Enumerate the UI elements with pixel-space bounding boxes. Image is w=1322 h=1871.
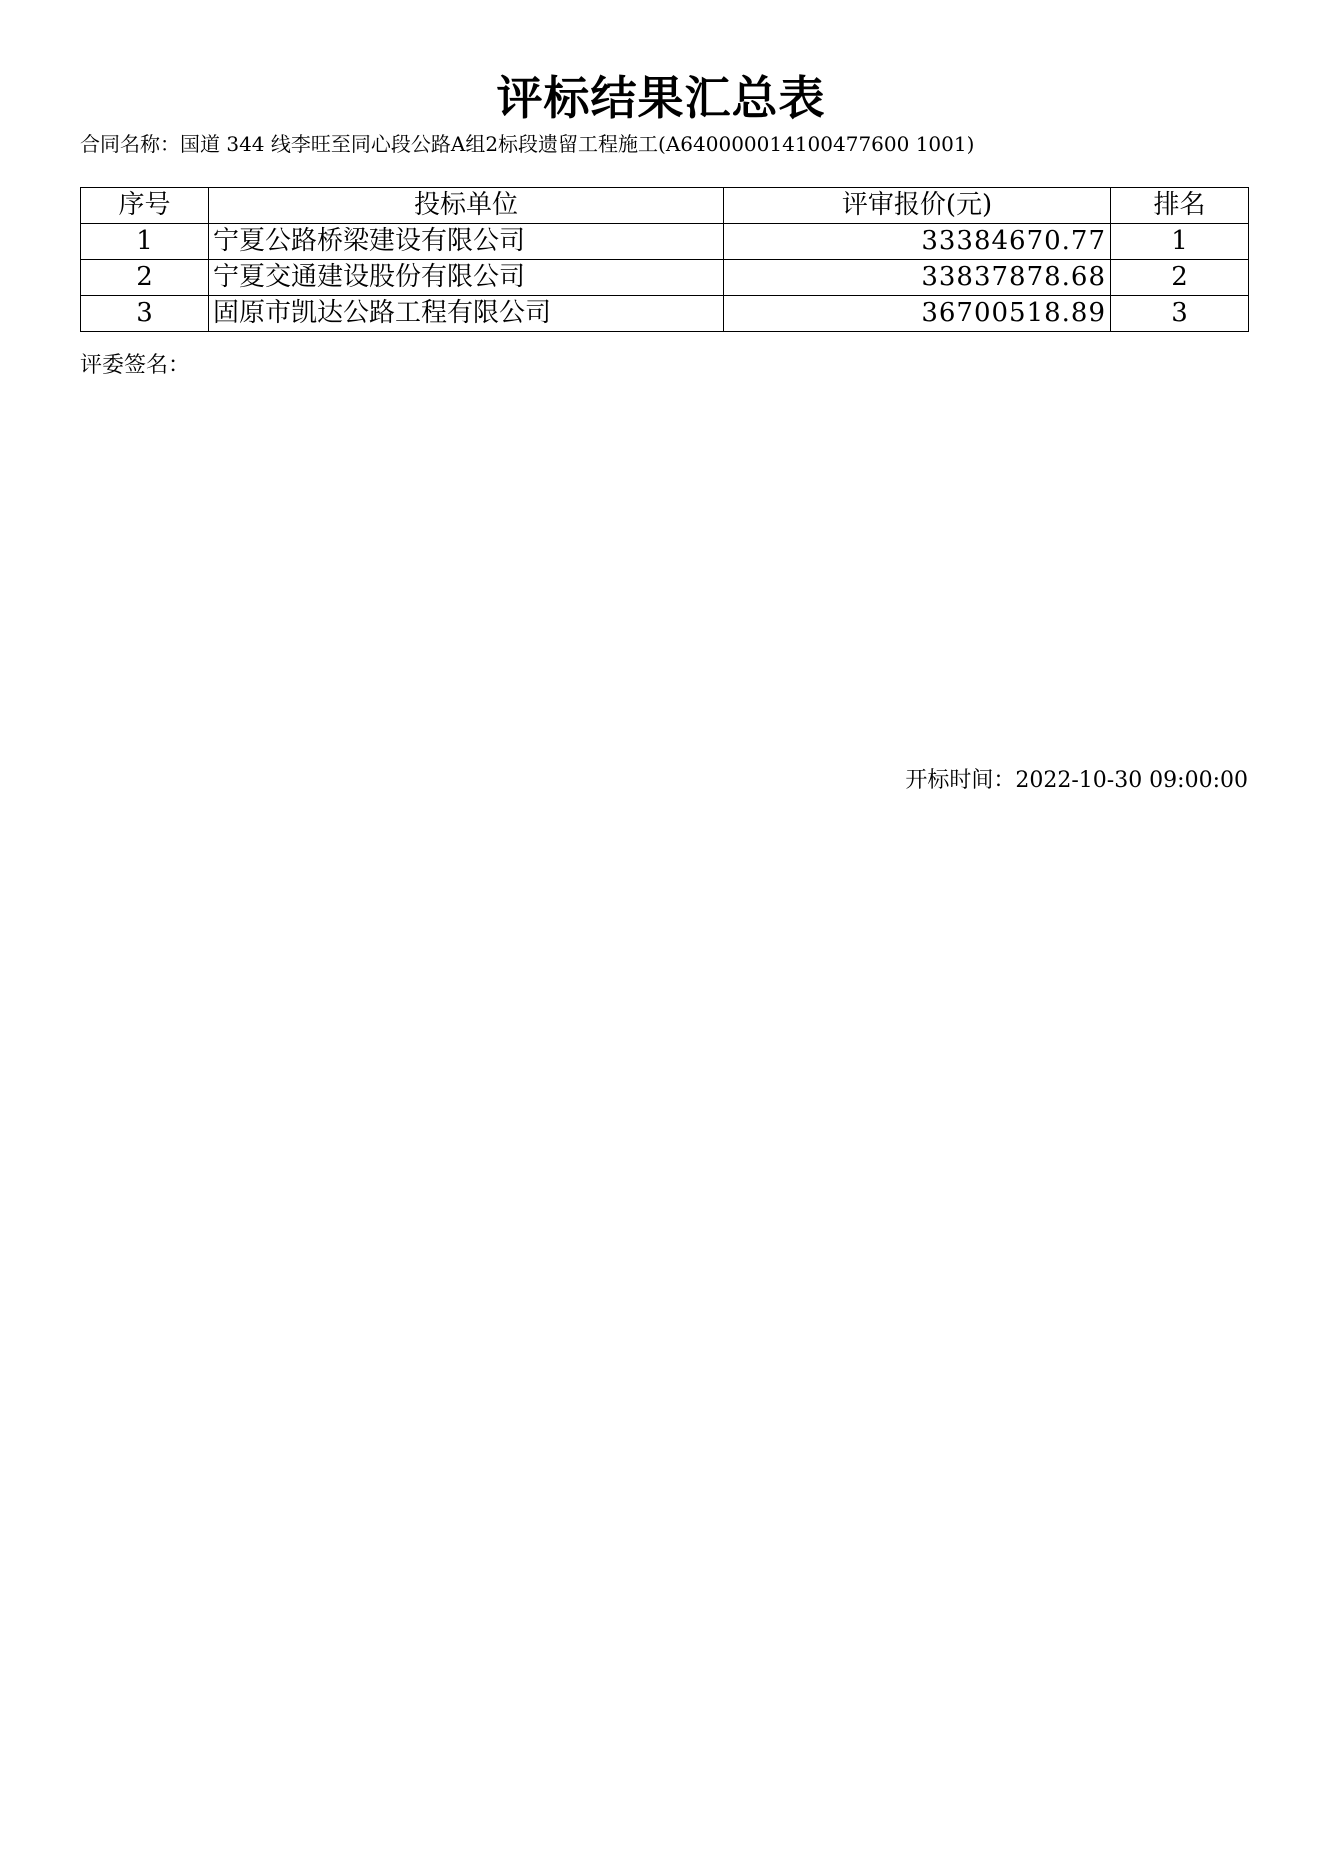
document-title: 评标结果汇总表 <box>496 71 826 125</box>
result-table <box>80 187 1249 332</box>
signature-label: 评委签名： <box>80 353 191 378</box>
header-serial-number: 序号 <box>81 188 209 224</box>
header-bidder: 投标单位 <box>209 188 724 224</box>
cell-evaluated-price: 33837878.68 <box>724 260 1111 296</box>
table-row <box>81 224 1249 260</box>
table-header-row <box>81 188 1249 224</box>
contract-label: 合同名称： <box>80 132 180 156</box>
header-evaluated-price: 评审报价(元) <box>724 188 1111 224</box>
cell-serial-number: 1 <box>81 224 209 260</box>
contract-line <box>80 129 974 159</box>
header-rank: 排名 <box>1111 188 1249 224</box>
cell-serial-number: 3 <box>81 296 209 332</box>
cell-rank: 1 <box>1111 224 1249 260</box>
cell-bidder: 宁夏交通建设股份有限公司 <box>209 260 724 296</box>
contract-name: 国道 344 线李旺至同心段公路A组2标段遗留工程施工(A640000014100477600 1001) <box>180 132 975 156</box>
cell-bidder: 宁夏公路桥梁建设有限公司 <box>209 224 724 260</box>
cell-bidder: 固原市凯达公路工程有限公司 <box>209 296 724 332</box>
opening-time-value: 2022-10-30 09:00:00 <box>1015 768 1248 793</box>
opening-time-label: 开标时间： <box>905 768 1016 793</box>
cell-rank: 2 <box>1111 260 1249 296</box>
cell-evaluated-price: 33384670.77 <box>724 224 1111 260</box>
table-row <box>81 296 1249 332</box>
cell-serial-number: 2 <box>81 260 209 296</box>
table-row <box>81 260 1249 296</box>
opening-time <box>905 766 1248 796</box>
cell-evaluated-price: 36700518.89 <box>724 296 1111 332</box>
cell-rank: 3 <box>1111 296 1249 332</box>
